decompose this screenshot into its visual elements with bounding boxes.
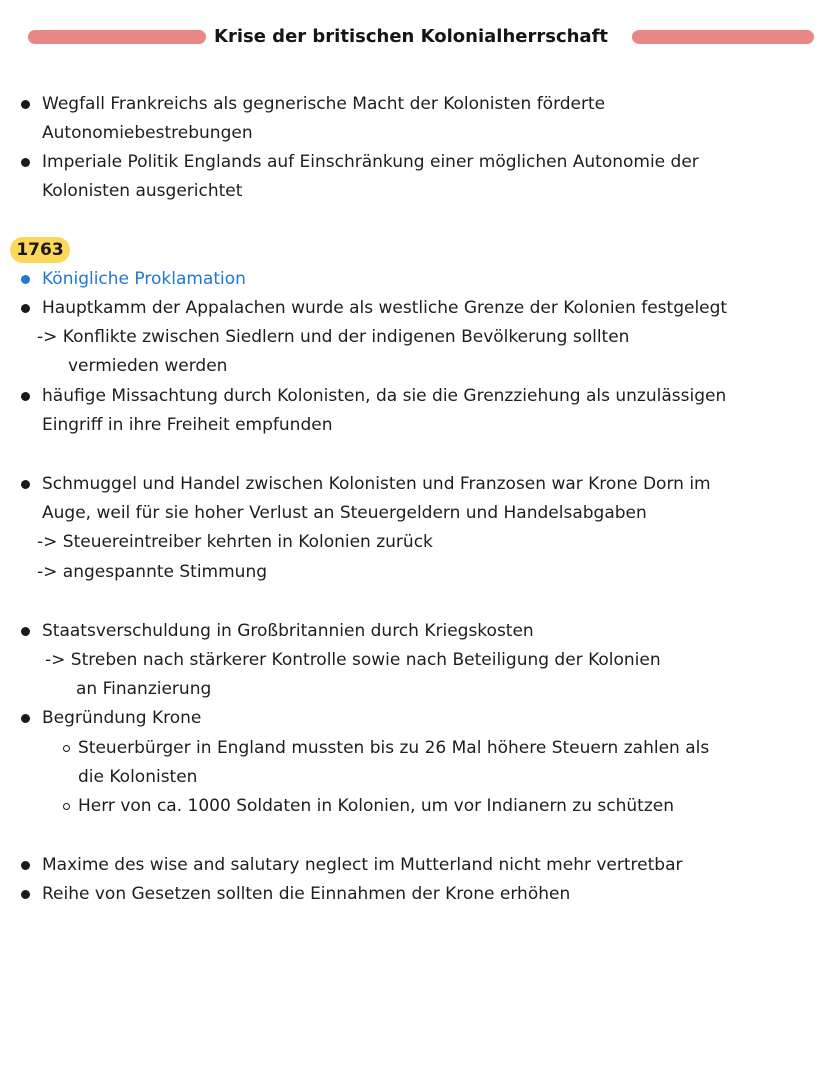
text-line: -> Konflikte zwischen Siedlern und der indigenen Bevölkerung sollten (37, 327, 630, 347)
bullet-dot (21, 304, 30, 313)
text-line: Schmuggel und Handel zwischen Kolonisten und Franzosen war Krone Dorn im (42, 474, 711, 494)
text-line: an Finanzierung (76, 679, 212, 699)
text-line: Staatsverschuldung in Großbritannien durch Kriegskosten (42, 621, 534, 641)
sub-bullet-ring (63, 745, 70, 752)
bullet-dot (21, 480, 30, 489)
text-line: -> Streben nach stärkerer Kontrolle sowie nach Beteiligung der Kolonien (45, 650, 661, 670)
sub-bullet-ring (63, 803, 70, 810)
title-bar (0, 22, 828, 52)
text-line: Begründung Krone (42, 708, 202, 728)
title-decoration-right (632, 30, 814, 44)
title-decoration-left (28, 30, 206, 44)
text-line: Kolonisten ausgerichtet (42, 181, 243, 201)
bullet-dot (21, 100, 30, 109)
bullet-dot (21, 890, 30, 899)
text-line: Steuerbürger in England mussten bis zu 26 Mal höhere Steuern zahlen als (78, 738, 710, 758)
bullet-dot (21, 275, 30, 284)
text-line: häufige Missachtung durch Kolonisten, da sie die Grenzziehung als unzulässigen (42, 386, 727, 406)
text-line: Hauptkamm der Appalachen wurde als westliche Grenze der Kolonien festgelegt (42, 298, 728, 318)
page-title: Krise der britischen Kolonialherrschaft (214, 26, 609, 47)
bullet-dot (21, 861, 30, 870)
highlight-line: Königliche Proklamation (42, 269, 246, 289)
text-line: -> Steuereintreiber kehrten in Kolonien zurück (37, 532, 433, 552)
text-line: -> angespannte Stimmung (37, 562, 268, 582)
text-line: Imperiale Politik Englands auf Einschränkung einer möglichen Autonomie der (42, 152, 699, 172)
bullet-dot (21, 158, 30, 167)
bullet-dot (21, 392, 30, 401)
bullet-dot (21, 627, 30, 636)
year-badge: 1763 (10, 237, 70, 263)
text-line: Auge, weil für sie hoher Verlust an Steuergeldern und Handelsabgaben (42, 503, 647, 523)
text-line: Autonomiebestrebungen (42, 123, 253, 143)
text-line: vermieden werden (68, 356, 228, 376)
text-line: Maxime des wise and salutary neglect im Mutterland nicht mehr vertretbar (42, 855, 683, 875)
text-line: Herr von ca. 1000 Soldaten in Kolonien, um vor Indianern zu schützen (78, 796, 674, 816)
text-line: Eingriff in ihre Freiheit empfunden (42, 415, 333, 435)
text-line: die Kolonisten (78, 767, 198, 787)
bullet-dot (21, 714, 30, 723)
text-line: Wegfall Frankreichs als gegnerische Macht der Kolonisten förderte (42, 94, 606, 114)
text-line: Reihe von Gesetzen sollten die Einnahmen der Krone erhöhen (42, 884, 571, 904)
